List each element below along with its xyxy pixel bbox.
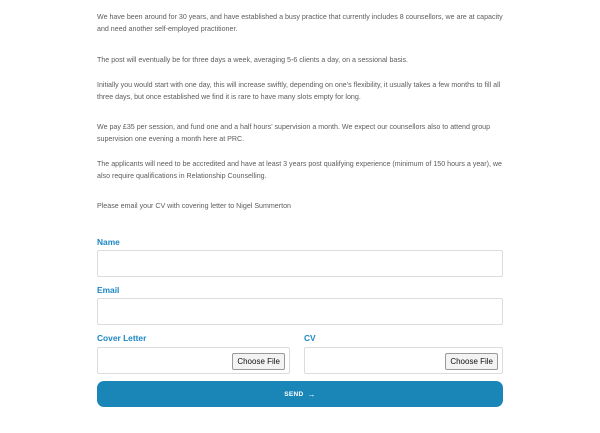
arrow-right-icon: →	[307, 389, 316, 399]
paragraph-contact: Please email your CV with covering letter to Nigel Summerton	[97, 202, 291, 210]
paragraph-practice-intro: We have been around for 30 years, and have established a busy practice that currently includes 8 counsellors, we are at capacity and need another self-employed practitioner.	[97, 13, 503, 34]
email-input[interactable]	[97, 298, 503, 325]
send-button-label: SEND	[284, 390, 304, 398]
email-label: Email	[97, 285, 120, 295]
cover-letter-choose-file-button[interactable]: Choose File	[232, 353, 285, 370]
paragraph-requirements: The applicants will need to be accredited and have at least 3 years post qualifying experience (minimum of 150 hours a year), we also require qualifications in Relationship Counselling.	[97, 160, 502, 181]
cv-file-input	[304, 347, 503, 374]
paragraph-start: Initially you would start with one day, this will increase swiftly, depending on one’s flexibility, it usually takes a few months to fill all three days, but once established we find it is rare to have many slots empty for long.	[97, 81, 501, 102]
cv-choose-file-button[interactable]: Choose File	[445, 353, 498, 370]
paragraph-pay: We pay £35 per session, and fund one and a half hours’ supervision a month. We expect our counsellors also to attend group supervision one evening a month here at PRC.	[97, 123, 491, 144]
paragraph-post-days: The post will eventually be for three days a week, averaging 5-6 clients a day, on a sessional basis.	[97, 56, 408, 64]
cover-letter-file-input	[97, 347, 290, 374]
cover-letter-label: Cover Letter	[97, 333, 147, 343]
send-button[interactable]	[97, 381, 503, 407]
cv-label: CV	[304, 333, 316, 343]
name-label: Name	[97, 237, 120, 247]
name-input[interactable]	[97, 250, 503, 277]
